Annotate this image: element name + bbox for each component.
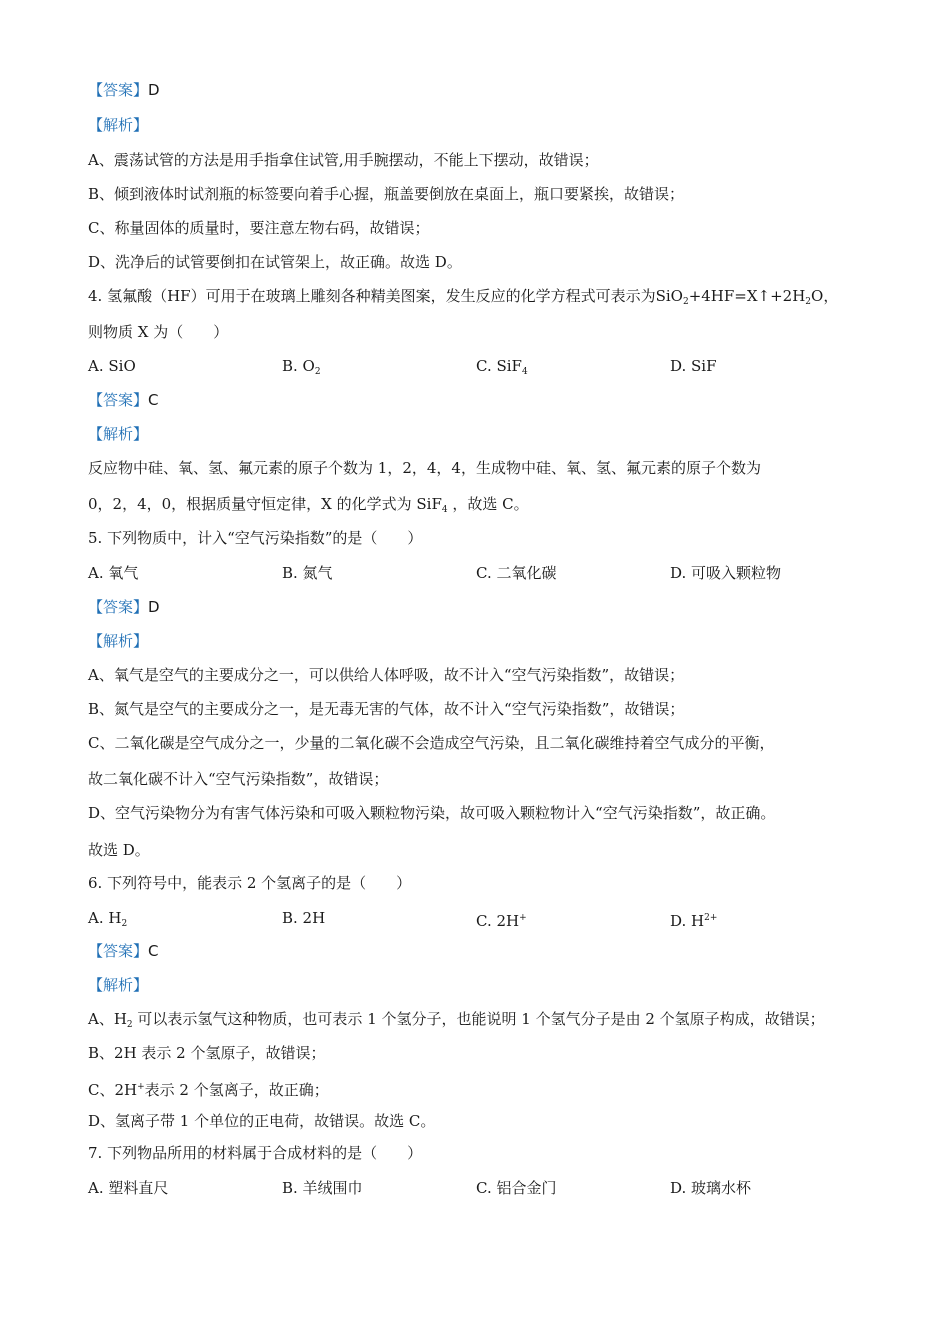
analysis-line: A、震荡试管的方法是用手指拿住试管,用手腕摆动，不能上下摆动，故错误； (88, 151, 599, 169)
question-stem: 7. 下列物品所用的材料属于合成材料的是（ ） (88, 1144, 423, 1162)
answer-value: D (148, 598, 160, 616)
question-stem: 4. 氢氟酸（HF）可用于在玻璃上雕刻各种精美图案，发生反应的化学方程式可表示为$SiO_2+4HF=X↑+2H_2O$， (88, 287, 839, 307)
answer-tag: 【答案】 (88, 598, 149, 616)
option-c: C. SiF$_4$ (476, 357, 528, 377)
analysis-line: A、氧气是空气的主要成分之一，可以供给人体呼吸，故不计入“空气污染指数”，故错误； (88, 666, 685, 684)
analysis-tag: 【解析】 (88, 425, 149, 443)
analysis-line: 故选 D。 (88, 841, 150, 859)
question-stem: 5. 下列物质中，计入“空气污染指数”的是（ ） (88, 529, 423, 547)
option-d: D. 可吸入颗粒物 (670, 564, 782, 582)
question-stem: 6. 下列符号中，能表示 2 个氢离子的是（ ） (88, 874, 412, 892)
option-a: A. SiO (88, 357, 136, 375)
analysis-line: 0，2，4，0，根据质量守恒定律，X 的化学式为 SiF$_4$ ，故选 C。 (88, 495, 529, 515)
answer-tag: 【答案】 (88, 391, 149, 409)
analysis-line: A、$H_2$ 可以表示氢气这种物质，也可表示 1 个氢分子，也能说明 1 个氢气分子是由 2 个氢原子构成，故错误； (88, 1010, 825, 1030)
analysis-tag: 【解析】 (88, 632, 149, 650)
option-c: C. 2H+ (476, 912, 527, 930)
answer-tag: 【答案】 (88, 81, 149, 99)
option-d: D. SiF (670, 357, 717, 375)
analysis-line: 反应物中硅、氧、氢、氟元素的原子个数为 1，2，4，4，生成物中硅、氧、氢、氟元素的原子个数为 (88, 459, 761, 477)
option-b: B. $O_2$ (282, 357, 321, 377)
answer-line (88, 80, 160, 100)
question-stem-continued: 则物质 X 为（ ） (88, 323, 229, 341)
option-a: A. $H_2$ (88, 909, 128, 929)
analysis-line: D、空气污染物分为有害气体污染和可吸入颗粒物污染，故可吸入颗粒物计入“空气污染指数”，故正确。 (88, 804, 776, 822)
answer-tag: 【答案】 (88, 942, 149, 960)
analysis-line: B、倾到液体时试剂瓶的标签要向着手心握，瓶盖要倒放在桌面上，瓶口要紧挨，故错误； (88, 185, 685, 203)
analysis-line: C、2H+表示 2 个氢离子，故正确； (88, 1081, 329, 1099)
analysis-line: C、称量固体的质量时，要注意左物右码，故错误； (88, 219, 430, 237)
option-a: A. 塑料直尺 (88, 1179, 169, 1197)
analysis-line: B、氮气是空气的主要成分之一，是无毒无害的气体，故不计入“空气污染指数”，故错误； (88, 700, 685, 718)
answer-value: C (148, 942, 159, 960)
option-a: A. 氧气 (88, 564, 139, 582)
option-c: C. 铝合金门 (476, 1179, 557, 1197)
analysis-line: C、二氧化碳是空气成分之一，少量的二氧化碳不会造成空气污染，且二氧化碳维持着空气成分的平衡， (88, 734, 775, 752)
analysis-tag: 【解析】 (88, 116, 149, 134)
analysis-line: D、洗净后的试管要倒扣在试管架上，故正确。故选 D。 (88, 253, 462, 271)
option-d: D. $H^{2+}$ (670, 912, 718, 930)
option-c: C. 二氧化碳 (476, 564, 557, 582)
answer-value: C (148, 391, 159, 409)
answer-value: D (148, 81, 160, 99)
analysis-line: B、2H 表示 2 个氢原子，故错误； (88, 1044, 326, 1062)
analysis-tag: 【解析】 (88, 976, 149, 994)
analysis-line: 故二氧化碳不计入“空气污染指数”，故错误； (88, 770, 389, 788)
option-b: B. 羊绒围巾 (282, 1179, 363, 1197)
answer-line (88, 390, 159, 410)
analysis-line: D、氢离子带 1 个单位的正电荷，故错误。故选 C。 (88, 1112, 436, 1130)
answer-line (88, 941, 159, 961)
answer-line (88, 597, 160, 617)
option-d: D. 玻璃水杯 (670, 1179, 752, 1197)
option-b: B. 氮气 (282, 564, 333, 582)
option-b: B. 2H (282, 909, 326, 927)
